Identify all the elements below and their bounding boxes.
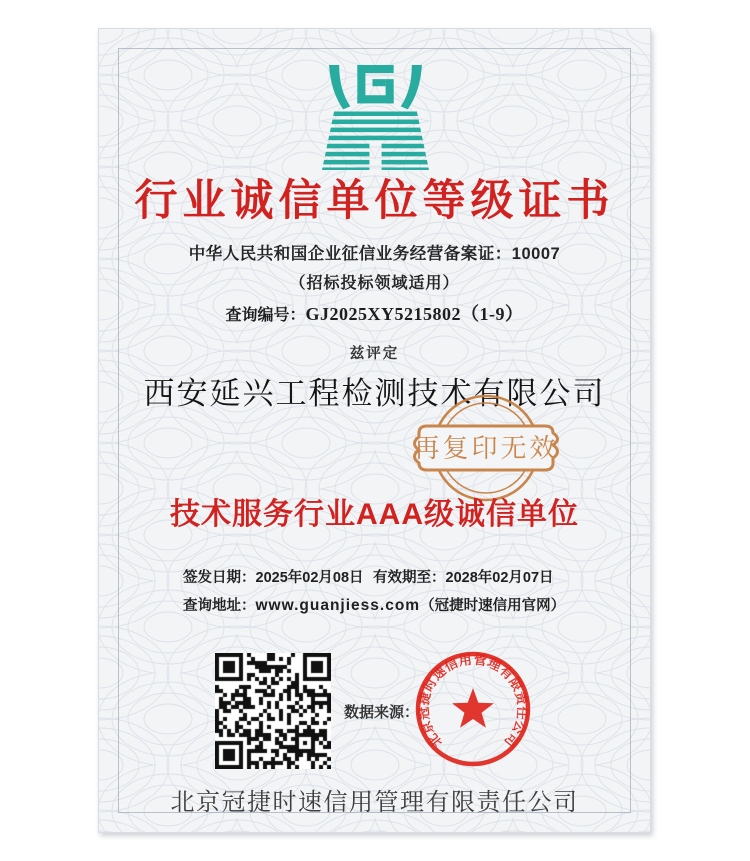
stamp-text: 再复印无效 bbox=[413, 433, 559, 463]
query-number-value: GJ2025XY5215802（1-9） bbox=[305, 304, 524, 324]
logo-stripes bbox=[322, 111, 429, 170]
query-address-url: www.guanjiess.com bbox=[255, 597, 421, 614]
seal-company-text: 北京冠捷时速信用管理有限责任公司 bbox=[415, 651, 531, 751]
data-source-label: 数据来源： bbox=[344, 705, 420, 721]
query-address-suffix: （冠捷时速信用官网） bbox=[420, 598, 566, 614]
issuer-company: 北京冠捷时速信用管理有限责任公司 bbox=[170, 789, 579, 816]
logo-right-blade bbox=[401, 65, 422, 109]
hereby-label: 兹评定 bbox=[349, 346, 400, 362]
query-address-label: 查询地址： bbox=[183, 598, 256, 614]
query-address-line bbox=[183, 594, 565, 615]
rating-line: 技术服务行业AAA级诚信单位 bbox=[170, 498, 579, 531]
logo-g-square bbox=[357, 65, 393, 103]
star-icon bbox=[452, 688, 494, 728]
query-number-line bbox=[99, 300, 650, 326]
issue-date: 签发日期：2025年02月08日 bbox=[183, 570, 364, 586]
qr-code bbox=[215, 653, 331, 769]
company-name: 西安延兴工程检测技术有限公司 bbox=[143, 376, 606, 411]
logo-left-blade bbox=[329, 65, 350, 109]
valid-until: 有效期至：2028年02月07日 bbox=[373, 570, 554, 586]
certificate-title: 行业诚信单位等级证书 bbox=[134, 177, 615, 225]
registration-line: 中华人民共和国企业征信业务经营备案证：10007 bbox=[188, 245, 561, 263]
company-seal bbox=[411, 647, 535, 771]
query-number-label: 查询编号： bbox=[225, 307, 306, 324]
dates-row bbox=[99, 566, 650, 584]
certificate-card bbox=[98, 28, 651, 833]
scope-line: （招标投标领域适用） bbox=[289, 275, 460, 292]
guanjie-logo-icon bbox=[322, 65, 429, 170]
